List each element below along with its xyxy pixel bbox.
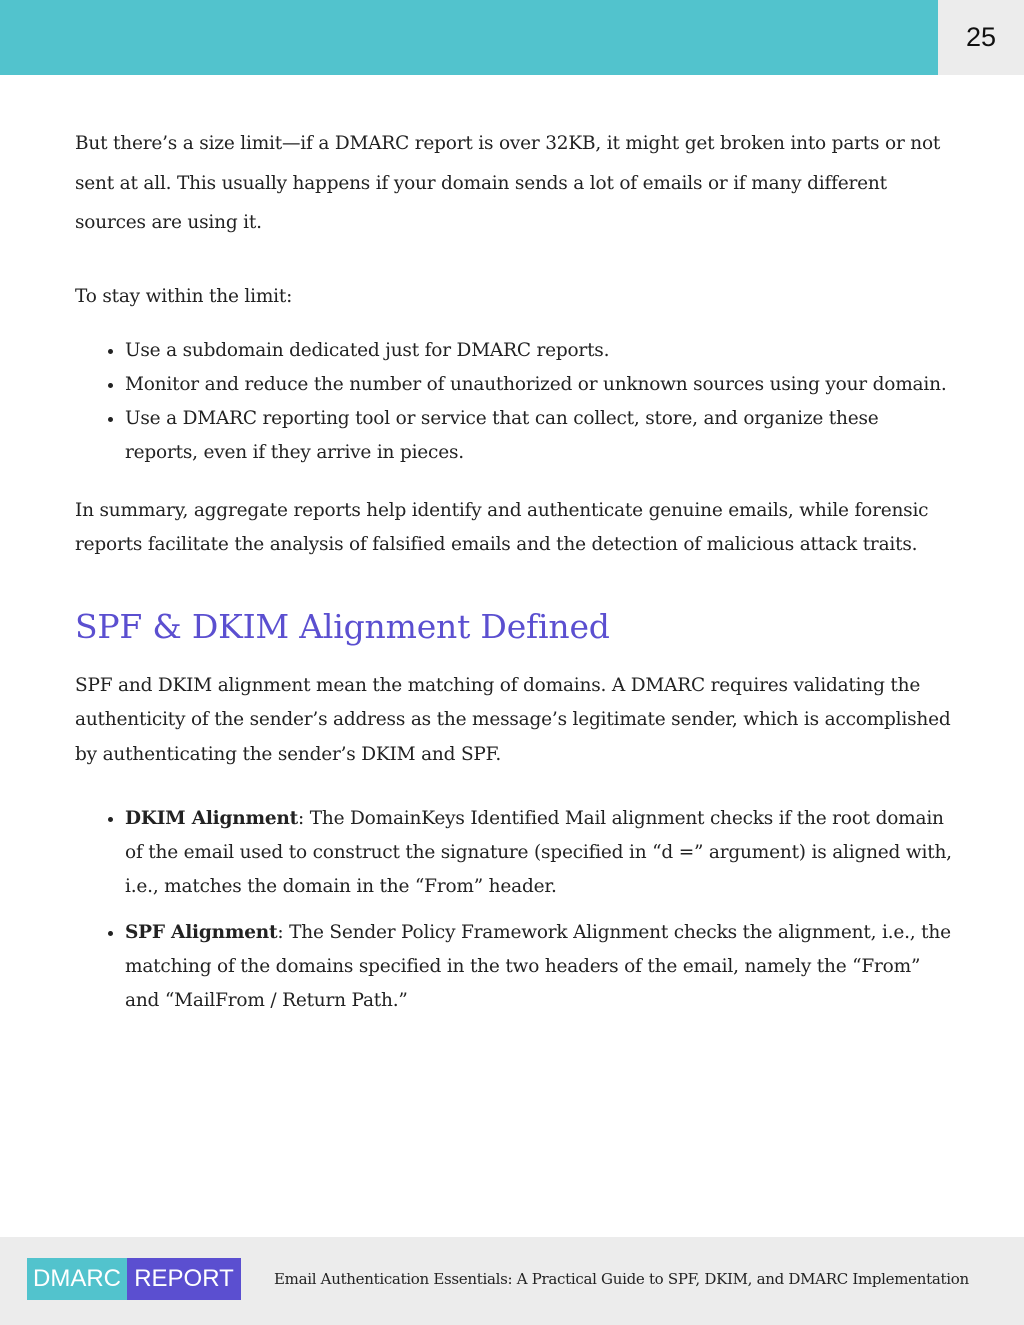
- header-bar: [0, 0, 938, 75]
- section-heading: SPF & DKIM Alignment Defined: [75, 606, 610, 646]
- dmarc-report-logo: [27, 1258, 241, 1300]
- definition: : The Sender Policy Framework Alignment checks the alignment, i.e., the matching of the domains specified in the two headers of the email, namely the “From” and “MailFrom / Return Path.”: [125, 922, 951, 1011]
- footer-title: Email Authentication Essentials: A Practical Guide to SPF, DKIM, and DMARC Implementation: [274, 1270, 969, 1288]
- list-item-dkim: [125, 802, 955, 904]
- list-item: • Use a subdomain dedicated just for DMARC reports.: [125, 334, 955, 368]
- paragraph-alignment: SPF and DKIM alignment mean the matching of domains. A DMARC requires validating the authenticity of the sender’s address as the message’s legitimate sender, which is accomplished by authenticating the sender’s DKIM and SPF.: [75, 674, 951, 765]
- paragraph-summary: In summary, aggregate reports help identify and authenticate genuine emails, while forensic reports facilitate the analysis of falsified emails and the detection of malicious attack traits.: [75, 499, 929, 555]
- list-item: • Use a DMARC reporting tool or service that can collect, store, and organize these reports, even if they arrive in pieces.: [125, 402, 955, 470]
- term: DKIM Alignment: [125, 808, 299, 829]
- logo-part-1: DMARC: [27, 1258, 127, 1300]
- page-number-box: [938, 0, 1024, 75]
- paragraph-stay-within: To stay within the limit:: [75, 285, 293, 307]
- list-item-spf: [125, 916, 955, 1018]
- page-number: 25: [965, 22, 997, 52]
- definition: : The DomainKeys Identified Mail alignment checks if the root domain of the email used to construct the signature (specified in “d =” argument) is aligned with, i.e., matches the domain in the “From” header.: [125, 808, 952, 897]
- list-item: • Monitor and reduce the number of unauthorized or unknown sources using your domain.: [125, 368, 955, 402]
- page-content: [75, 124, 955, 1030]
- definitions-list: [75, 802, 955, 1018]
- logo-part-2: REPORT: [127, 1258, 241, 1300]
- term: SPF Alignment: [125, 922, 278, 943]
- footer: [0, 1237, 1024, 1325]
- paragraph-size-limit: But there’s a size limit—if a DMARC report is over 32KB, it might get broken into parts or not sent at all. This usually happens if your domain sends a lot of emails or if many different sources are using it.: [75, 133, 941, 233]
- tips-list: [75, 334, 955, 470]
